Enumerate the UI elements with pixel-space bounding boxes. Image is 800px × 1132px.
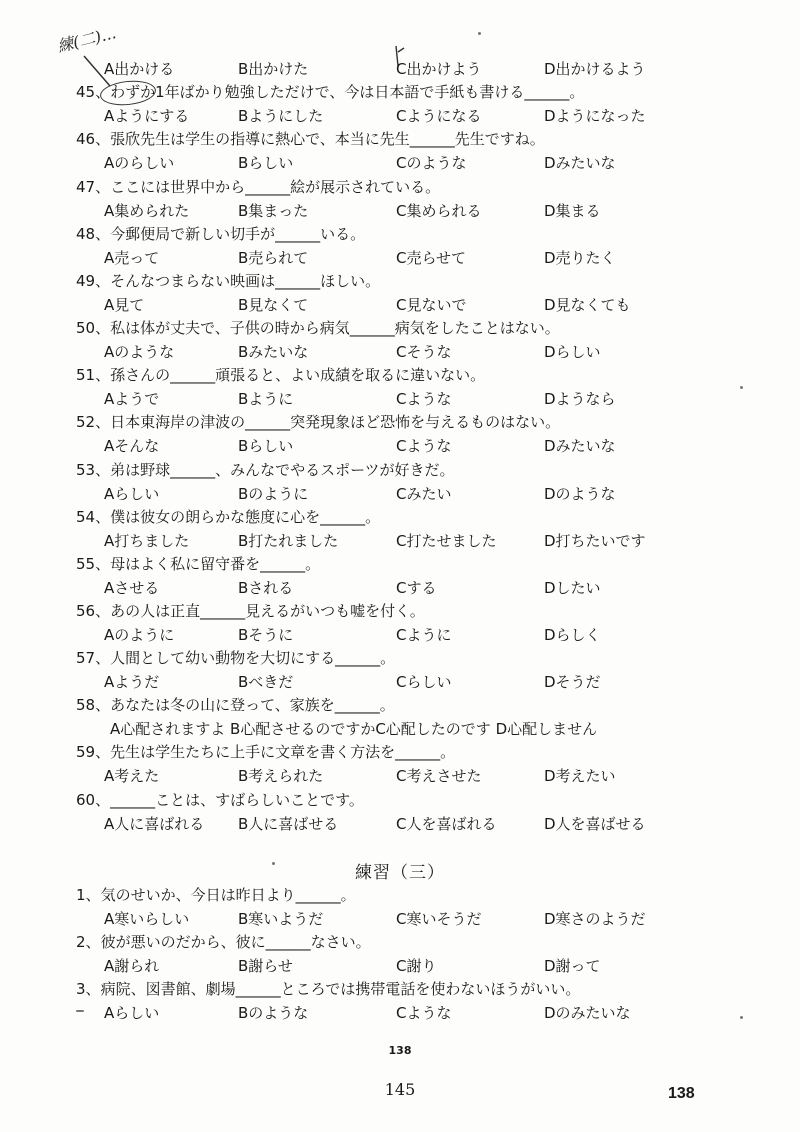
question-49: 49、そんなつまらない映画は______ほしい。 — [76, 272, 381, 290]
question-53: 53、弟は野球______、みんなでやるスポーツが好きだ。 — [76, 461, 455, 479]
option-d: Dみたいな — [544, 437, 616, 455]
question-number: 2 — [76, 933, 86, 951]
question-options — [110, 718, 597, 740]
option-c: C出かけよう — [396, 60, 482, 78]
question-50: 50、私は体が丈夫で、子供の時から病気______病気をしたことはない。 — [76, 319, 560, 337]
scan-speck — [272, 862, 275, 865]
question-51: 51、孫さんの______頑張ると、よい成績を取るに違いない。 — [76, 366, 486, 384]
option-b: Bのような — [238, 1004, 309, 1022]
option-c: C売らせて — [396, 249, 467, 267]
page-number-corner: 138 — [668, 1085, 695, 1102]
scan-speck — [478, 32, 481, 35]
question-number: 3 — [76, 980, 86, 998]
question-45: 45、わずか1年ばかり勉強しただけで、今は日本語で手紙も書ける______。 — [76, 83, 585, 101]
question-55: 55、母はよく私に留守番を______。 — [76, 555, 321, 573]
option-c: C考えさせた — [396, 767, 482, 785]
option-b: B出かけた — [238, 60, 309, 78]
page-number-printed: 138 — [388, 1044, 412, 1057]
scan-speck — [740, 1016, 743, 1019]
option-c: C見ないで — [396, 296, 467, 314]
handwritten-annotation: 練(二)... — [55, 23, 118, 57]
option-d: D考えたい — [544, 767, 616, 785]
question-number: 53 — [76, 461, 96, 479]
question-number: 50 — [76, 319, 96, 337]
option-a: Aのらしい — [104, 154, 175, 172]
option-b: Bされる — [238, 579, 294, 597]
option-d: D集まる — [544, 202, 601, 220]
option-b: B売られて — [238, 249, 309, 267]
question-text: 今郵便局で新しい切手が______いる。 — [110, 225, 366, 243]
option-b: B寒いようだ — [238, 910, 324, 928]
question-number: 58 — [76, 696, 96, 714]
question-s1: 1、気のせいか、今日は昨日より______。 — [76, 886, 356, 904]
question-59: 59、先生は学生たちに上手に文章を書く方法を______。 — [76, 743, 456, 761]
question-text: ここには世界中から______絵が展示されている。 — [110, 178, 441, 196]
option-c: Cような — [396, 390, 452, 408]
question-s2: 2、彼が悪いのだから、彼に______なさい。 — [76, 933, 371, 951]
option-b: B見なくて — [238, 296, 309, 314]
option-a: Aのように — [104, 626, 175, 644]
option-b: Bみたいな — [238, 343, 309, 361]
option-d: Dらしい — [544, 343, 601, 361]
question-number: 55 — [76, 555, 96, 573]
option-c: C人を喜ばれる — [396, 815, 497, 833]
question-text: 張欣先生は学生の指導に熱心で、本当に先生______先生ですね。 — [110, 130, 545, 148]
question-number: 60 — [76, 791, 96, 809]
option-c: C集められる — [396, 202, 482, 220]
option-d: D出かけるよう — [544, 60, 646, 78]
option-a: A出かける — [104, 60, 175, 78]
option-a: A謝られ — [104, 957, 160, 975]
question-number: 47 — [76, 178, 96, 196]
option-c: Cようになる — [396, 107, 482, 125]
question-number: 57 — [76, 649, 96, 667]
option-d: Dようなら — [544, 390, 616, 408]
question-s3: 3、病院、図書館、劇場______ところでは携帯電話を使わないほうがいい。 — [76, 980, 581, 998]
option-a: A考えた — [104, 767, 160, 785]
question-number: 56 — [76, 602, 96, 620]
question-number: 49 — [76, 272, 96, 290]
option-a: Aらしい — [104, 485, 160, 503]
question-text: 気のせいか、今日は昨日より______。 — [100, 886, 356, 904]
question-text: 日本東海岸の津波の______突発現象ほど恐怖を与えるものはない。 — [110, 413, 561, 431]
option-d: Dそうだ — [544, 673, 601, 691]
option-line: A心配されますよ B心配させるのですかC心配したのです D心配しません — [110, 720, 598, 738]
option-b: B集まった — [238, 202, 309, 220]
option-a: Aさせる — [104, 579, 160, 597]
option-d: Dようになった — [544, 107, 646, 125]
question-60: 60、______ことは、すばらしいことです。 — [76, 791, 364, 809]
option-b: B人に喜ばせる — [238, 815, 339, 833]
scan-speck — [740, 386, 743, 389]
option-b: Bように — [238, 390, 294, 408]
option-b: Bようにした — [238, 107, 324, 125]
option-d: D見なくても — [544, 296, 631, 314]
option-a: A寒いらしい — [104, 910, 190, 928]
option-d: Dらしく — [544, 626, 601, 644]
option-a: A売って — [104, 249, 160, 267]
option-a: A集められた — [104, 202, 190, 220]
question-number: 48 — [76, 225, 96, 243]
option-c: Cような — [396, 437, 452, 455]
scan-speck — [76, 1010, 84, 1012]
option-a: Aようにする — [104, 107, 190, 125]
question-57: 57、人間として幼い動物を大切にする______。 — [76, 649, 396, 667]
question-56: 56、あの人は正直______見えるがいつも嘘を付く。 — [76, 602, 425, 620]
question-number: 59 — [76, 743, 96, 761]
option-a: Aらしい — [104, 1004, 160, 1022]
option-c: C寒いそうだ — [396, 910, 482, 928]
question-number: 52 — [76, 413, 96, 431]
section-title: 練習（三） — [355, 863, 445, 883]
question-text: 母はよく私に留守番を______。 — [110, 555, 321, 573]
question-text: あなたは冬の山に登って、家族を______。 — [110, 696, 395, 714]
question-number: 45 — [76, 83, 96, 101]
option-a: A打ちました — [104, 532, 190, 550]
question-text: あの人は正直______見えるがいつも嘘を付く。 — [110, 602, 425, 620]
question-text: わずか1年ばかり勉強しただけで、今は日本語で手紙も書ける______。 — [110, 83, 585, 101]
question-text: 彼が悪いのだから、彼に______なさい。 — [100, 933, 371, 951]
question-text: 弟は野球______、みんなでやるスポーツが好きだ。 — [110, 461, 455, 479]
option-a: A見て — [104, 296, 145, 314]
question-54: 54、僕は彼女の朗らかな態度に心を______。 — [76, 508, 381, 526]
option-c: Cらしい — [396, 673, 452, 691]
question-text: 病院、図書館、劇場______ところでは携帯電話を使わないほうがいい。 — [100, 980, 581, 998]
option-d: Dしたい — [544, 579, 601, 597]
option-c: Cような — [396, 1004, 452, 1022]
page-number-scan: 145 — [384, 1080, 416, 1099]
question-number: 1 — [76, 886, 86, 904]
option-a: Aようで — [104, 390, 160, 408]
option-a: Aようだ — [104, 673, 160, 691]
question-48: 48、今郵便局で新しい切手が______いる。 — [76, 225, 366, 243]
question-number: 46 — [76, 130, 96, 148]
option-d: Dのような — [544, 485, 616, 503]
option-c: Cそうな — [396, 343, 452, 361]
option-a: Aのような — [104, 343, 175, 361]
question-46: 46、張欣先生は学生の指導に熱心で、本当に先生______先生ですね。 — [76, 130, 545, 148]
option-b: Bのように — [238, 485, 309, 503]
question-text: ______ことは、すばらしいことです。 — [110, 791, 364, 809]
option-b: Bべきだ — [238, 673, 294, 691]
option-c: Cように — [396, 626, 452, 644]
question-text: 先生は学生たちに上手に文章を書く方法を______。 — [110, 743, 456, 761]
option-d: D売りたく — [544, 249, 616, 267]
question-text: 人間として幼い動物を大切にする______。 — [110, 649, 396, 667]
option-b: B考えられた — [238, 767, 324, 785]
question-47: 47、ここには世界中から______絵が展示されている。 — [76, 178, 441, 196]
option-c: Cする — [396, 579, 437, 597]
question-number: 51 — [76, 366, 96, 384]
option-a: Aそんな — [104, 437, 160, 455]
option-d: D謝って — [544, 957, 601, 975]
option-b: B打たれました — [238, 532, 339, 550]
option-b: B謝らせ — [238, 957, 293, 975]
question-text: 僕は彼女の朗らかな態度に心を______。 — [110, 508, 381, 526]
option-b: Bらしい — [238, 154, 294, 172]
question-text: 孫さんの______頑張ると、よい成績を取るに違いない。 — [110, 366, 486, 384]
option-d: Dみたいな — [544, 154, 616, 172]
option-d: D寒さのようだ — [544, 910, 646, 928]
option-d: Dのみたいな — [544, 1004, 631, 1022]
question-number: 54 — [76, 508, 96, 526]
option-c: C打たせました — [396, 532, 497, 550]
question-text: そんなつまらない映画は______ほしい。 — [110, 272, 381, 290]
option-c: Cみたい — [396, 485, 452, 503]
option-d: D人を喜ばせる — [544, 815, 646, 833]
option-c: C謝り — [396, 957, 437, 975]
question-52: 52、日本東海岸の津波の______突発現象ほど恐怖を与えるものはない。 — [76, 413, 561, 431]
question-58: 58、あなたは冬の山に登って、家族を______。 — [76, 696, 395, 714]
option-d: D打ちたいです — [544, 532, 646, 550]
option-c: Cのような — [396, 154, 467, 172]
option-b: Bそうに — [238, 626, 294, 644]
option-a: A人に喜ばれる — [104, 815, 205, 833]
question-text: 私は体が丈夫で、子供の時から病気______病気をしたことはない。 — [110, 319, 560, 337]
option-b: Bらしい — [238, 437, 294, 455]
